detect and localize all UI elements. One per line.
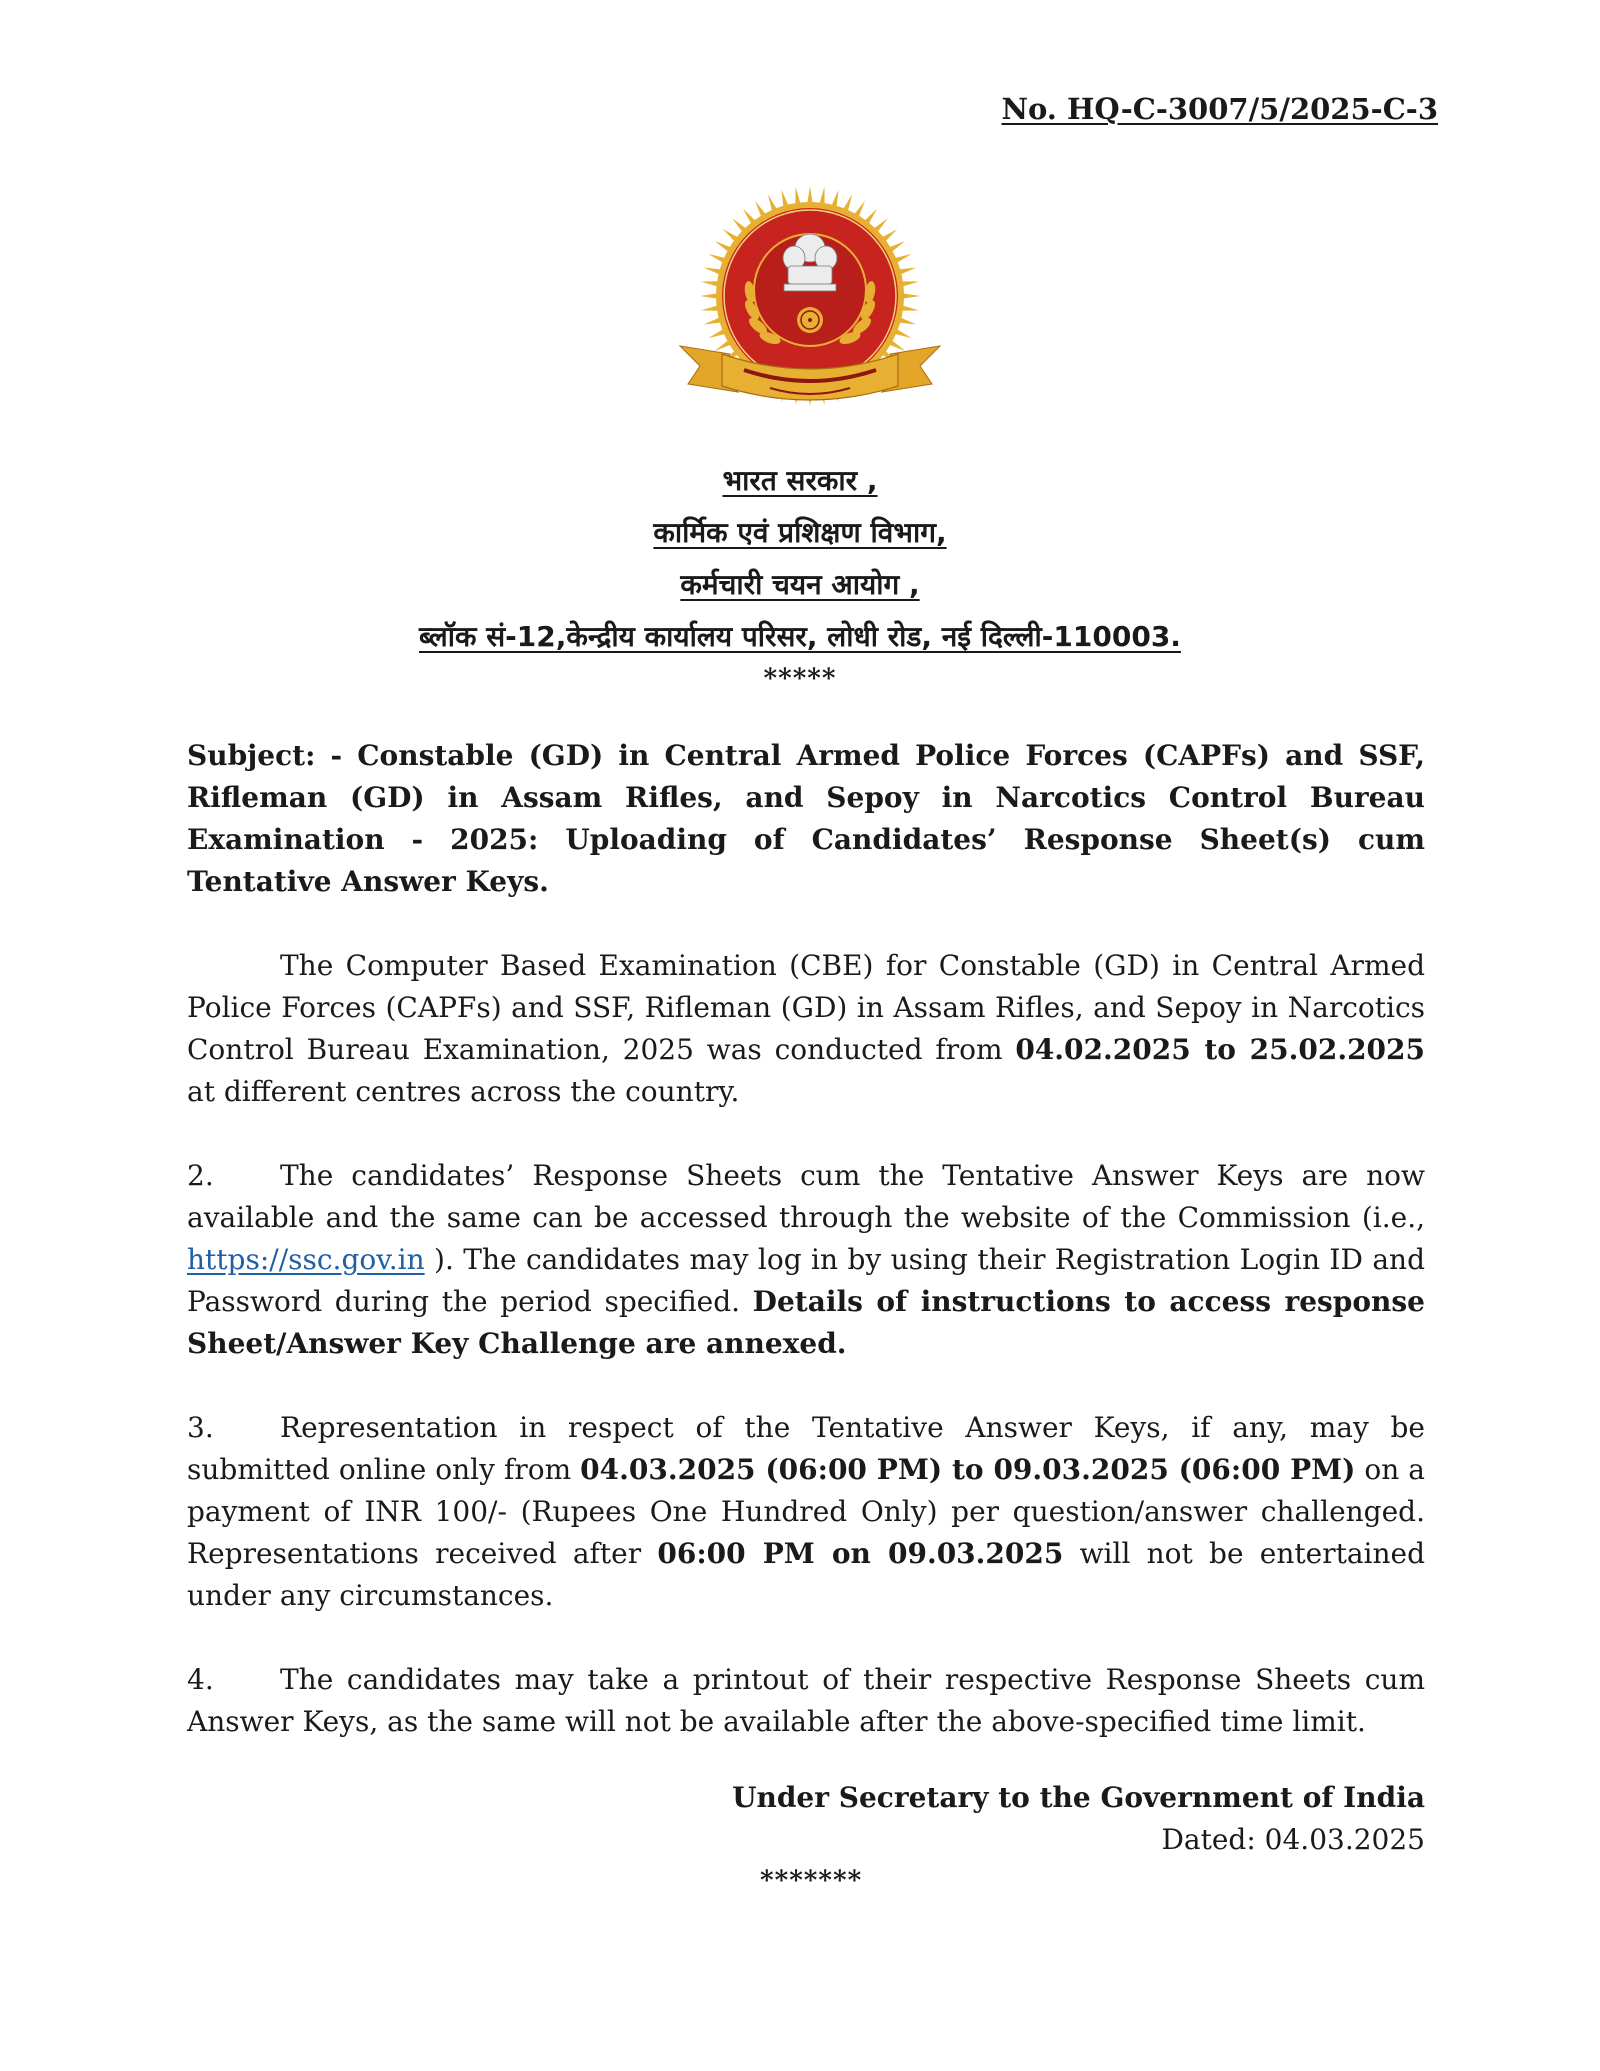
emblem-ray (807, 186, 813, 204)
paragraph-2-text: The candidates’ Response Sheets cum the Tentative Answer Keys are now available and the same can be accessed through the website of the Commission (i.e., (187, 1159, 1425, 1234)
header-line-department: कार्मिक एवं प्रशिक्षण विभाग, (653, 516, 947, 549)
ssc-emblem-icon (660, 178, 960, 418)
reference-number: No. HQ-C-3007/5/2025-C-3 (1001, 92, 1438, 126)
emblem-ray (902, 293, 920, 299)
header-line-government: भारत सरकार , (722, 464, 878, 497)
paragraph-3-text: Representation in respect of the Tentative Answer Keys, if any, may be submitted online only from (187, 1411, 1425, 1486)
paragraph-3-number: 3. (187, 1411, 214, 1444)
paragraph-1 (187, 945, 1425, 1113)
dated-line: Dated: 04.03.2025 (1161, 1823, 1425, 1856)
exam-dates: 04.02.2025 to 25.02.2025 (1015, 1033, 1425, 1066)
emblem-ray (701, 281, 719, 286)
notice-body (187, 735, 1425, 1743)
paragraph-4-text: The candidates may take a printout of their respective Response Sheets cum Answer Keys, as the same will not be available after the above-specified time limit. (187, 1663, 1425, 1738)
ssc-website-link[interactable]: https://ssc.gov.in (187, 1243, 425, 1276)
signatory-title: Under Secretary to the Government of India (732, 1781, 1425, 1814)
paragraph-3-end: will not be entertained under any circumstances. (187, 1537, 1426, 1612)
paragraph-3-mid: on a payment of INR 100/- (Rupees One Hundred Only) per question/answer challenged. Representations received after (187, 1453, 1425, 1570)
header-line-address: ब्लॉक सं-12,केन्द्रीय कार्यालय परिसर, लोधी रोड, नई दिल्ली-110003. (419, 620, 1181, 653)
header-line-commission: कर्मचारी चयन आयोग , (680, 568, 920, 601)
paragraph-1-end: at different centres across the country. (187, 1075, 740, 1108)
emblem-ray (700, 293, 718, 299)
paragraph-2-number: 2. (187, 1159, 214, 1192)
paragraph-2-after-link: ). The candidates may log in by using their Registration Login ID and Password during the period specified. (187, 1243, 1425, 1318)
paragraph-4-number: 4. (187, 1663, 214, 1696)
paragraph-3 (187, 1407, 1425, 1617)
header-separator: ***** (763, 664, 837, 694)
emblem-ray (819, 187, 824, 205)
emblem-ray (795, 187, 800, 205)
emblem-ray (901, 281, 919, 286)
emblem-ray (701, 305, 719, 310)
department-header (0, 455, 1600, 663)
representation-deadline: 06:00 PM on 09.03.2025 (657, 1537, 1064, 1570)
subject-line: Subject: - Constable (GD) in Central Armed Police Forces (CAPFs) and SSF, Rifleman (GD) in Assam Rifles, and Sepoy in Narcotics Control Bureau Examination - 2025: Uploading of Candidates’ Response Sheet(s) cum Tentative Answer Keys. (187, 739, 1425, 898)
emblem-ray (901, 305, 919, 310)
end-separator: ******* (760, 1866, 863, 1896)
signature-block (732, 1777, 1425, 1861)
representation-period: 04.03.2025 (06:00 PM) to 09.03.2025 (06:00 PM) (580, 1453, 1356, 1486)
paragraph-1-text: The Computer Based Examination (CBE) for Constable (GD) in Central Armed Police Forces (CAPFs) and SSF, Rifleman (GD) in Assam Rifles, and Sepoy in Narcotics Control Bureau Examination, 2025 was conducted from (187, 949, 1425, 1066)
paragraph-2-bold: Details of instructions to access response Sheet/Answer Key Challenge are annexed. (187, 1285, 1425, 1360)
paragraph-2 (187, 1155, 1425, 1365)
paragraph-4 (187, 1659, 1425, 1743)
